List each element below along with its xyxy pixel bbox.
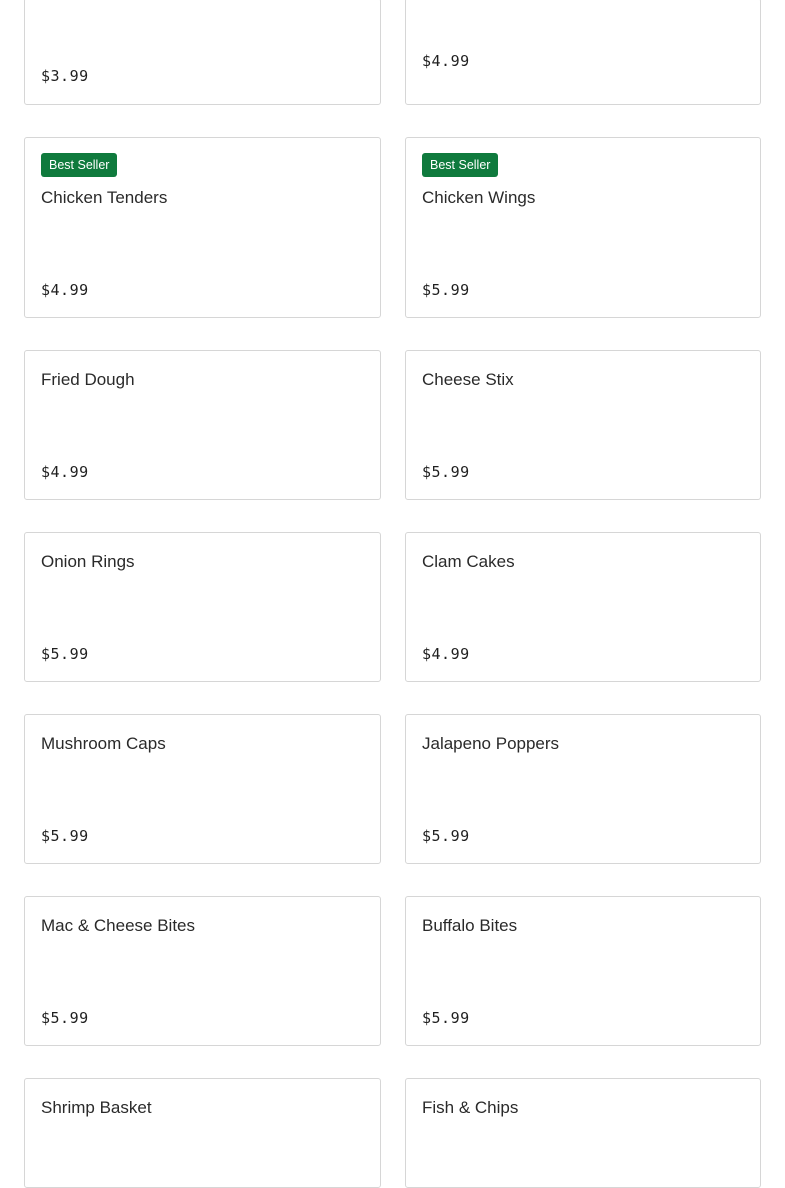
menu-item-card[interactable] [24,0,381,105]
item-price: $4.99 [422,645,470,663]
item-name: Jalapeno Poppers [422,734,560,753]
menu-item-card-cheese-stix[interactable] [405,350,761,500]
menu-item-card-chicken-wings[interactable] [405,137,761,318]
item-name: Mac & Cheese Bites [41,916,196,935]
item-name: Chicken Tenders [41,188,168,207]
item-name: Clam Cakes [422,552,515,571]
menu-item-card-fish-chips[interactable] [405,1078,761,1188]
item-price: $5.99 [41,827,89,845]
best-seller-badge: Best Seller [422,153,498,177]
item-price: $5.99 [41,645,89,663]
item-name: Fried Dough [41,370,135,389]
item-name: Onion Rings [41,552,135,571]
best-seller-badge: Best Seller [41,153,117,177]
item-name: Cheese Stix [422,370,514,389]
menu-item-card-shrimp-basket[interactable] [24,1078,381,1188]
item-name: Buffalo Bites [422,916,518,935]
item-price: $4.99 [422,52,470,70]
item-price: $5.99 [422,463,470,481]
menu-item-card-buffalo-bites[interactable] [405,896,761,1046]
menu-item-card-onion-rings[interactable] [24,532,381,682]
item-price: $5.99 [422,281,470,299]
item-name: Shrimp Basket [41,1098,152,1117]
item-name: Fish & Chips [422,1098,519,1117]
item-price: $5.99 [422,1009,470,1027]
menu-item-card-clam-cakes[interactable] [405,532,761,682]
item-price: $5.99 [422,827,470,845]
menu-item-card-jalapeno-poppers[interactable] [405,714,761,864]
menu-item-card-mushroom-caps[interactable] [24,714,381,864]
item-name: Mushroom Caps [41,734,166,753]
item-price: $3.99 [41,67,89,85]
item-price: $5.99 [41,1009,89,1027]
menu-item-card-fried-dough[interactable] [24,350,381,500]
menu-item-card[interactable] [405,0,761,105]
menu-item-card-chicken-tenders[interactable] [24,137,381,318]
item-name: Chicken Wings [422,188,536,207]
item-price: $4.99 [41,281,89,299]
menu-item-card-mac-cheese-bites[interactable] [24,896,381,1046]
item-price: $4.99 [41,463,89,481]
